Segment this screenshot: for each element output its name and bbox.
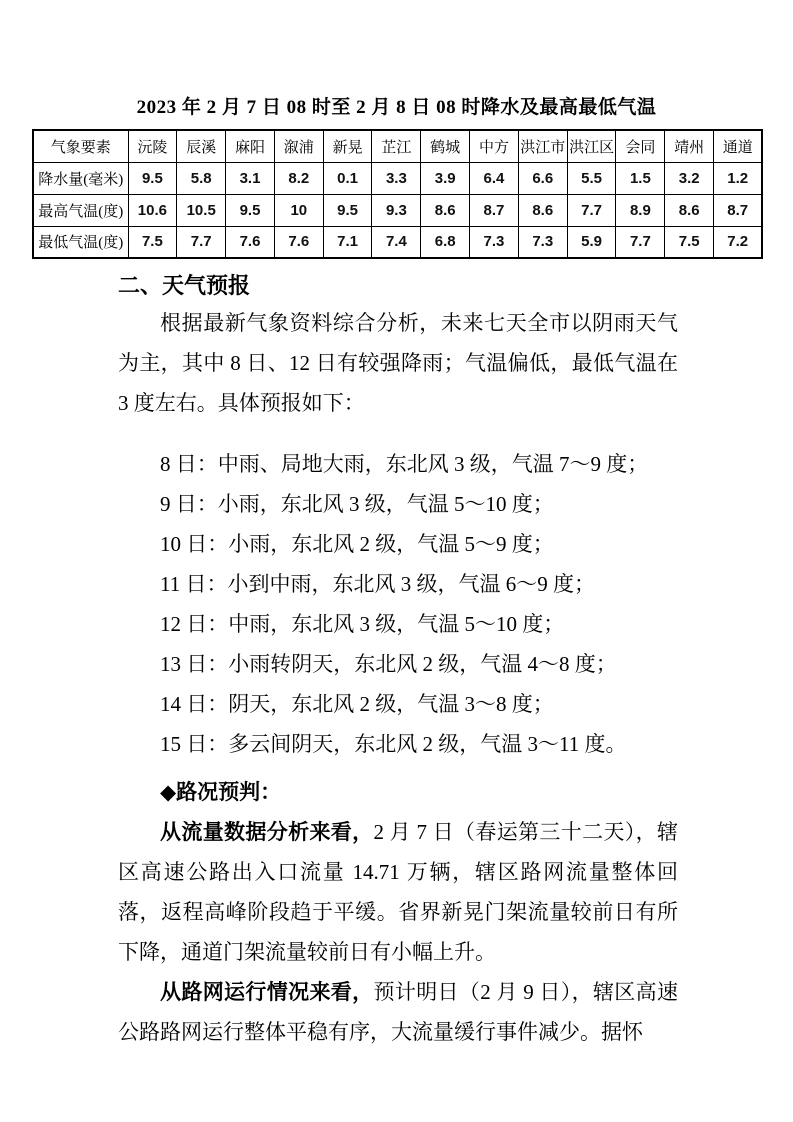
table-row [33, 162, 762, 194]
weather-data-table [32, 129, 763, 259]
table-header-row [33, 130, 762, 162]
forecast-line: 12 日：中雨，东北风 3 级，气温 5～10 度； [160, 612, 565, 636]
station-column-header: 通道 [714, 130, 763, 162]
station-column-header: 溆浦 [274, 130, 323, 162]
table-cell: 7.1 [323, 226, 372, 258]
forecast-intro-paragraph: 根据最新气象资料综合分析，未来七天全市以阴雨天气为主，其中 8 日、12 日有较强降雨；气温偏低，最低气温在 3 度左右。具体预报如下： [118, 311, 678, 415]
road-paragraph [118, 812, 678, 972]
table-cell: 7.3 [470, 226, 519, 258]
forecast-line: 11 日：小到中雨，东北风 3 级，气温 6～9 度； [160, 572, 595, 596]
forecast-list [118, 444, 678, 764]
table-cell: 5.5 [567, 162, 616, 194]
table-cell: 9.3 [372, 194, 421, 226]
table-cell: 1.2 [714, 162, 763, 194]
table-cell: 8.7 [470, 194, 519, 226]
table-cell: 9.5 [128, 162, 177, 194]
station-column-header: 中方 [470, 130, 519, 162]
table-row [33, 194, 762, 226]
table-cell: 6.8 [421, 226, 470, 258]
road-paragraph-lead: 从流量数据分析来看， [160, 820, 374, 844]
forecast-line: 9 日：小雨，东北风 3 级，气温 5～10 度； [160, 492, 554, 516]
station-column-header: 靖州 [665, 130, 714, 162]
table-cell: 6.4 [470, 162, 519, 194]
table-cell: 3.9 [421, 162, 470, 194]
table-cell: 8.2 [274, 162, 323, 194]
table-cell: 7.6 [274, 226, 323, 258]
table-cell: 7.7 [616, 226, 665, 258]
table-cell: 1.5 [616, 162, 665, 194]
forecast-line: 15 日：多云间阴天，东北风 2 级，气温 3～11 度。 [160, 732, 627, 756]
table-cell: 9.5 [323, 194, 372, 226]
table-cell: 10.5 [177, 194, 226, 226]
road-paragraph [118, 972, 678, 1052]
table-cell: 10 [274, 194, 323, 226]
table-cell: 10.6 [128, 194, 177, 226]
table-cell: 0.1 [323, 162, 372, 194]
forecast-line: 13 日：小雨转阴天，东北风 2 级，气温 4～8 度； [160, 652, 617, 676]
table-cell: 8.7 [714, 194, 763, 226]
station-column-header: 芷江 [372, 130, 421, 162]
table-cell: 9.5 [226, 194, 275, 226]
table-cell: 6.6 [518, 162, 567, 194]
row-label: 最低气温(度) [33, 226, 128, 258]
station-column-header: 会同 [616, 130, 665, 162]
table-cell: 8.6 [665, 194, 714, 226]
table-row [33, 226, 762, 258]
table-cell: 7.7 [177, 226, 226, 258]
table-cell: 3.1 [226, 162, 275, 194]
table-cell: 8.9 [616, 194, 665, 226]
table-cell: 5.8 [177, 162, 226, 194]
table-cell: 7.4 [372, 226, 421, 258]
station-column-header: 沅陵 [128, 130, 177, 162]
station-column-header: 鹤城 [421, 130, 470, 162]
table-cell: 3.3 [372, 162, 421, 194]
table-cell: 7.2 [714, 226, 763, 258]
table-cell: 7.3 [518, 226, 567, 258]
road-paragraph-text: 预计明日（2 月 9 日），辖区高速公路路网运行整体平稳有序，大流量缓行事件减少。据怀 [118, 980, 678, 1044]
forecast-line: 14 日：阴天，东北风 2 级，气温 3～8 度； [160, 692, 554, 716]
station-column-header: 辰溪 [177, 130, 226, 162]
table-cell: 7.5 [128, 226, 177, 258]
table-cell: 8.6 [421, 194, 470, 226]
road-paragraph-lead: 从路网运行情况来看， [160, 980, 374, 1004]
forecast-line: 8 日：中雨、局地大雨，东北风 3 级，气温 7～9 度； [160, 452, 649, 476]
table-cell: 7.7 [567, 194, 616, 226]
table-cell: 7.6 [226, 226, 275, 258]
forecast-line: 10 日：小雨，东北风 2 级，气温 5～9 度； [160, 532, 554, 556]
table-title: 2023 年 2 月 7 日 08 时至 2 月 8 日 08 时降水及最高最低气温 [136, 97, 657, 118]
road-paragraph-text: 2 月 7 日（春运第三十二天），辖区高速公路出入口流量 14.71 万辆，辖区路网流量整体回落，返程高峰阶段趋于平缓。省界新晃门架流量较前日有所下降，通道门架流量较前日有小幅上升。 [118, 820, 678, 964]
table-corner-header: 气象要素 [33, 130, 128, 162]
row-label: 降水量(毫米) [33, 162, 128, 194]
table-cell: 7.5 [665, 226, 714, 258]
row-label: 最高气温(度) [33, 194, 128, 226]
road-condition-heading: ◆路况预判： [160, 780, 282, 804]
road-condition-paragraphs [118, 812, 678, 1052]
table-cell: 5.9 [567, 226, 616, 258]
station-column-header: 洪江市 [518, 130, 567, 162]
weather-forecast-heading: 二、天气预报 [118, 273, 251, 298]
table-cell: 8.6 [518, 194, 567, 226]
station-column-header: 洪江区 [567, 130, 616, 162]
station-column-header: 麻阳 [226, 130, 275, 162]
station-column-header: 新晃 [323, 130, 372, 162]
table-cell: 3.2 [665, 162, 714, 194]
